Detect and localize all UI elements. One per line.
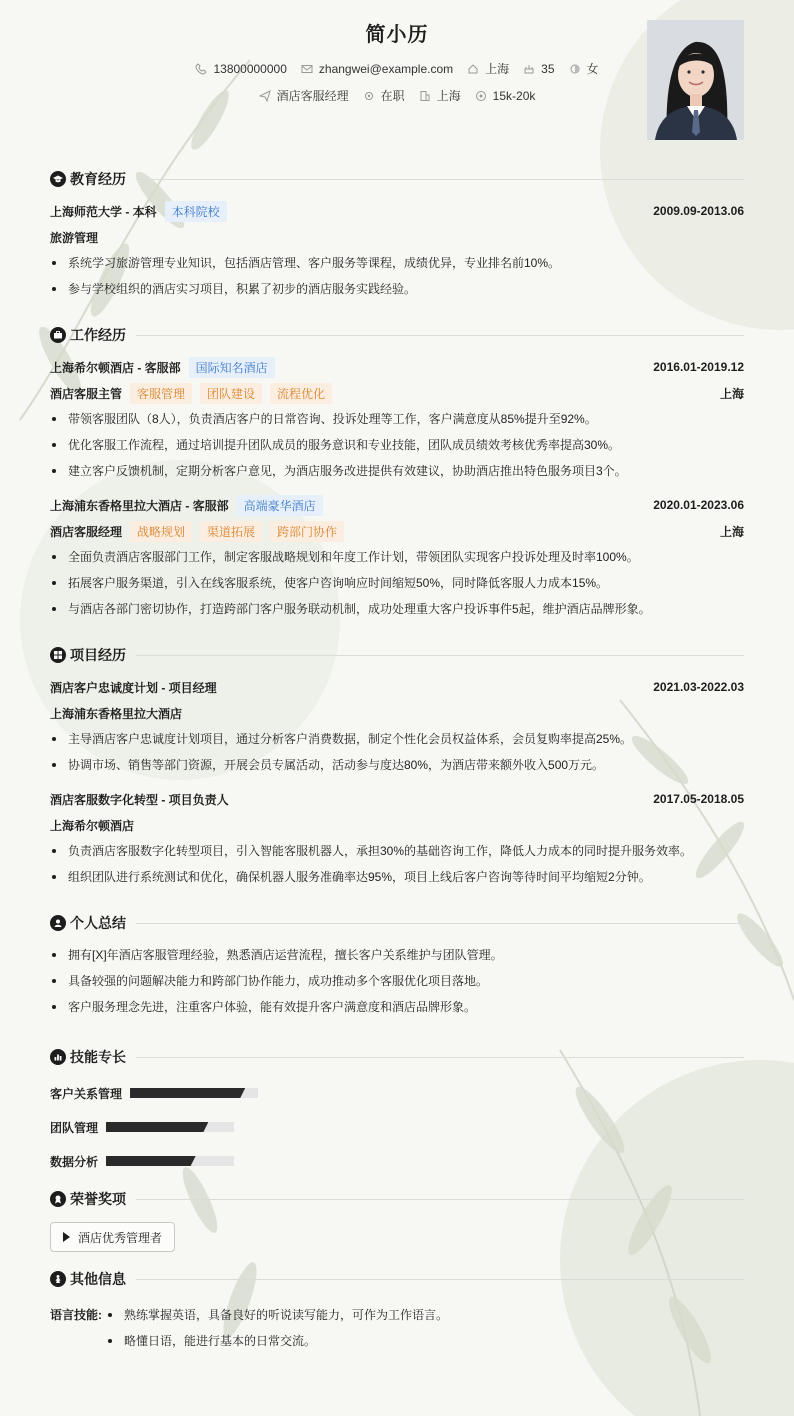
gender-icon bbox=[569, 63, 581, 75]
skill-tag: 跨部门协作 bbox=[270, 521, 344, 542]
entry-subheader bbox=[50, 700, 744, 726]
work-section bbox=[50, 322, 744, 622]
education-heading bbox=[50, 166, 744, 192]
entry-subheader bbox=[50, 224, 744, 250]
avatar-illustration bbox=[647, 20, 744, 140]
list-item: 主导酒店客户忠诚度计划项目，通过分析客户消费数据，制定个性化会员权益体系，会员复购率提高25%。 bbox=[50, 726, 744, 752]
summary-heading bbox=[50, 910, 744, 936]
skill-tag: 客服管理 bbox=[130, 383, 192, 404]
skill-name: 客户关系管理 bbox=[50, 1086, 123, 1101]
school-name: 上海师范大学 - 本科 bbox=[50, 204, 157, 219]
entry-subheader bbox=[50, 518, 744, 544]
company-name: 上海浦东香格里拉大酒店 - 客服部 bbox=[50, 498, 229, 513]
awards-heading bbox=[50, 1186, 744, 1212]
section-divider bbox=[136, 655, 744, 656]
other-heading bbox=[50, 1266, 744, 1292]
project-org: 上海希尔顿酒店 bbox=[50, 818, 135, 833]
gender-text: 女 bbox=[586, 62, 599, 76]
email-info bbox=[301, 62, 453, 76]
work-entry bbox=[50, 492, 744, 622]
language-bullets bbox=[106, 1302, 448, 1354]
section-title: 个人总结 bbox=[70, 915, 126, 931]
building-icon bbox=[419, 90, 431, 102]
company-name: 上海希尔顿酒店 - 客服部 bbox=[50, 360, 181, 375]
list-item: 参与学校组织的酒店实习项目，积累了初步的酒店服务实践经验。 bbox=[50, 276, 744, 302]
location: 上海 bbox=[719, 524, 744, 539]
phone-icon bbox=[195, 63, 207, 75]
salary-text: 15k-20k bbox=[492, 88, 536, 103]
job-intent-row bbox=[50, 87, 744, 104]
entry-subheader bbox=[50, 380, 744, 406]
section-divider bbox=[136, 1199, 744, 1200]
project-org: 上海浦东香格里拉大酒店 bbox=[50, 706, 183, 721]
work-entry bbox=[50, 354, 744, 484]
projects-heading bbox=[50, 642, 744, 668]
summary-bullets bbox=[50, 942, 744, 1020]
mail-icon bbox=[301, 63, 313, 75]
entry-date: 2016.01-2019.12 bbox=[653, 360, 744, 374]
skills-heading bbox=[50, 1044, 744, 1070]
skill-level-bar bbox=[106, 1156, 234, 1166]
job-title-info bbox=[259, 87, 349, 104]
list-item: 拓展客户服务渠道，引入在线客服系统，使客户咨询响应时间缩短50%，同时降低客服人力成本15%。 bbox=[50, 570, 744, 596]
location: 上海 bbox=[719, 386, 744, 401]
phone-text: 13800000000 bbox=[213, 61, 287, 76]
entry-date: 2020.01-2023.06 bbox=[653, 498, 744, 512]
contact-row bbox=[50, 60, 744, 77]
status-info bbox=[363, 87, 405, 104]
send-icon bbox=[259, 90, 271, 102]
entry-header bbox=[50, 198, 744, 224]
section-divider bbox=[136, 179, 744, 180]
medal-icon bbox=[50, 1191, 66, 1207]
project-bullets bbox=[50, 726, 744, 778]
skill-level-bar bbox=[106, 1122, 234, 1132]
list-item: 略懂日语，能进行基本的日常交流。 bbox=[106, 1328, 448, 1354]
education-bullets bbox=[50, 250, 744, 302]
award-name: 酒店优秀管理者 bbox=[78, 1230, 163, 1245]
list-item: 全面负责酒店客服部门工作，制定客服战略规划和年度工作计划，带领团队实现客户投诉处理及时率100%。 bbox=[50, 544, 744, 570]
phone-info bbox=[195, 62, 286, 76]
entry-subheader bbox=[50, 812, 744, 838]
role-name: 酒店客服主管 bbox=[50, 386, 123, 401]
education-section bbox=[50, 166, 744, 302]
person-walking-icon bbox=[50, 1271, 66, 1287]
section-title: 技能专长 bbox=[70, 1049, 126, 1065]
resume-header bbox=[50, 0, 744, 150]
city-text: 上海 bbox=[436, 89, 461, 103]
awards-section bbox=[50, 1186, 744, 1252]
award-item bbox=[50, 1222, 175, 1252]
list-item: 客户服务理念先进，注重客户体验，能有效提升客户满意度和酒店品牌形象。 bbox=[50, 994, 744, 1020]
city-info bbox=[419, 87, 461, 104]
triangle-bullet-icon bbox=[63, 1232, 70, 1242]
company-tag: 国际知名酒店 bbox=[189, 357, 275, 378]
major-name: 旅游管理 bbox=[50, 230, 99, 245]
home-icon bbox=[467, 63, 479, 75]
section-divider bbox=[136, 923, 744, 924]
bar-chart-icon bbox=[50, 1049, 66, 1065]
work-bullets bbox=[50, 406, 744, 484]
section-title: 项目经历 bbox=[70, 647, 126, 663]
project-entry bbox=[50, 786, 744, 890]
list-item: 优化客服工作流程，通过培训提升团队成员的服务意识和专业技能，团队成员绩效考核优秀率提高30%。 bbox=[50, 432, 744, 458]
briefcase-icon bbox=[50, 327, 66, 343]
skill-level-bar bbox=[130, 1088, 258, 1098]
list-item: 与酒店各部门密切协作，打造跨部门客户服务联动机制，成功处理重大客户投诉事件5起，维护酒店品牌形象。 bbox=[50, 596, 744, 622]
skill-item bbox=[50, 1110, 397, 1144]
skill-item bbox=[50, 1144, 397, 1178]
salary-info bbox=[475, 89, 536, 103]
list-item: 熟练掌握英语，具备良好的听说读写能力，可作为工作语言。 bbox=[106, 1302, 448, 1328]
section-divider bbox=[136, 1279, 744, 1280]
work-heading bbox=[50, 322, 744, 348]
summary-section bbox=[50, 910, 744, 1020]
project-name: 酒店客户忠诚度计划 - 项目经理 bbox=[50, 680, 217, 695]
entry-header bbox=[50, 492, 744, 518]
role-name: 酒店客服经理 bbox=[50, 524, 123, 539]
project-bullets bbox=[50, 838, 744, 890]
entry-header bbox=[50, 674, 744, 700]
gear-icon bbox=[363, 90, 375, 102]
entry-date: 2017.05-2018.05 bbox=[653, 792, 744, 806]
candidate-name: 简小历 bbox=[365, 24, 429, 46]
entry-header bbox=[50, 354, 744, 380]
list-item: 拥有[X]年酒店客服管理经验，熟悉酒店运营流程，擅长客户关系维护与团队管理。 bbox=[50, 942, 744, 968]
job-title-text: 酒店客服经理 bbox=[276, 89, 349, 103]
list-item: 系统学习旅游管理专业知识，包括酒店管理、客户服务等课程，成绩优异，专业排名前10%。 bbox=[50, 250, 744, 276]
section-title: 荣誉奖项 bbox=[70, 1191, 126, 1207]
skill-tag: 流程优化 bbox=[270, 383, 332, 404]
skill-item bbox=[50, 1076, 397, 1110]
skill-level-fill bbox=[106, 1156, 196, 1166]
skill-tag: 战略规划 bbox=[130, 521, 192, 542]
profile-photo bbox=[647, 20, 744, 140]
skills-section bbox=[50, 1044, 744, 1178]
graduation-cap-icon bbox=[50, 171, 66, 187]
education-entry bbox=[50, 198, 744, 302]
section-divider bbox=[136, 335, 744, 336]
gender-info bbox=[569, 60, 599, 77]
list-item: 带领客服团队（8人），负责酒店客户的日常咨询、投诉处理等工作，客户满意度从85%提升至92%。 bbox=[50, 406, 744, 432]
hometown-text: 上海 bbox=[485, 62, 510, 76]
entry-date: 2021.03-2022.03 bbox=[653, 680, 744, 694]
entry-header bbox=[50, 786, 744, 812]
section-divider bbox=[136, 1057, 744, 1058]
project-entry bbox=[50, 674, 744, 778]
age-info bbox=[523, 62, 554, 76]
skill-name: 团队管理 bbox=[50, 1120, 99, 1135]
coin-icon bbox=[475, 90, 487, 102]
project-name: 酒店客服数字化转型 - 项目负责人 bbox=[50, 792, 229, 807]
section-title: 教育经历 bbox=[70, 171, 126, 187]
skill-level-fill bbox=[106, 1122, 208, 1132]
age-text: 35 bbox=[541, 61, 555, 76]
list-item: 协调市场、销售等部门资源，开展会员专属活动，活动参与度达80%，为酒店带来额外收入500万元。 bbox=[50, 752, 744, 778]
list-item: 负责酒店客服数字化转型项目，引入智能客服机器人，承担30%的基础咨询工作，降低人力成本的同时提升服务效率。 bbox=[50, 838, 744, 864]
projects-section bbox=[50, 642, 744, 890]
language-label: 语言技能: bbox=[50, 1308, 102, 1322]
list-item: 具备较强的问题解决能力和跨部门协作能力，成功推动多个客服优化项目落地。 bbox=[50, 968, 744, 994]
user-icon bbox=[50, 915, 66, 931]
hometown-info bbox=[467, 60, 509, 77]
entry-date: 2009.09-2013.06 bbox=[653, 204, 744, 218]
list-item: 组织团队进行系统测试和优化，确保机器人服务准确率达95%，项目上线后客户咨询等待时间平均缩短2分钟。 bbox=[50, 864, 744, 890]
section-title: 工作经历 bbox=[70, 327, 126, 343]
list-item: 建立客户反馈机制，定期分析客户意见，为酒店服务改进提供有效建议，协助酒店推出特色服务项目3个。 bbox=[50, 458, 744, 484]
company-tag: 高端豪华酒店 bbox=[237, 495, 323, 516]
work-bullets bbox=[50, 544, 744, 622]
skills-list bbox=[50, 1076, 744, 1178]
other-section bbox=[50, 1266, 744, 1354]
status-text: 在职 bbox=[380, 89, 405, 103]
cake-icon bbox=[523, 63, 535, 75]
grid-icon bbox=[50, 647, 66, 663]
email-text: zhangwei@example.com bbox=[318, 61, 454, 76]
section-title: 其他信息 bbox=[70, 1271, 126, 1287]
language-skills bbox=[50, 1302, 744, 1354]
skill-name: 数据分析 bbox=[50, 1154, 99, 1169]
skill-tag: 渠道拓展 bbox=[200, 521, 262, 542]
skill-level-fill bbox=[130, 1088, 245, 1098]
school-tag: 本科院校 bbox=[165, 201, 227, 222]
skill-tag: 团队建设 bbox=[200, 383, 262, 404]
